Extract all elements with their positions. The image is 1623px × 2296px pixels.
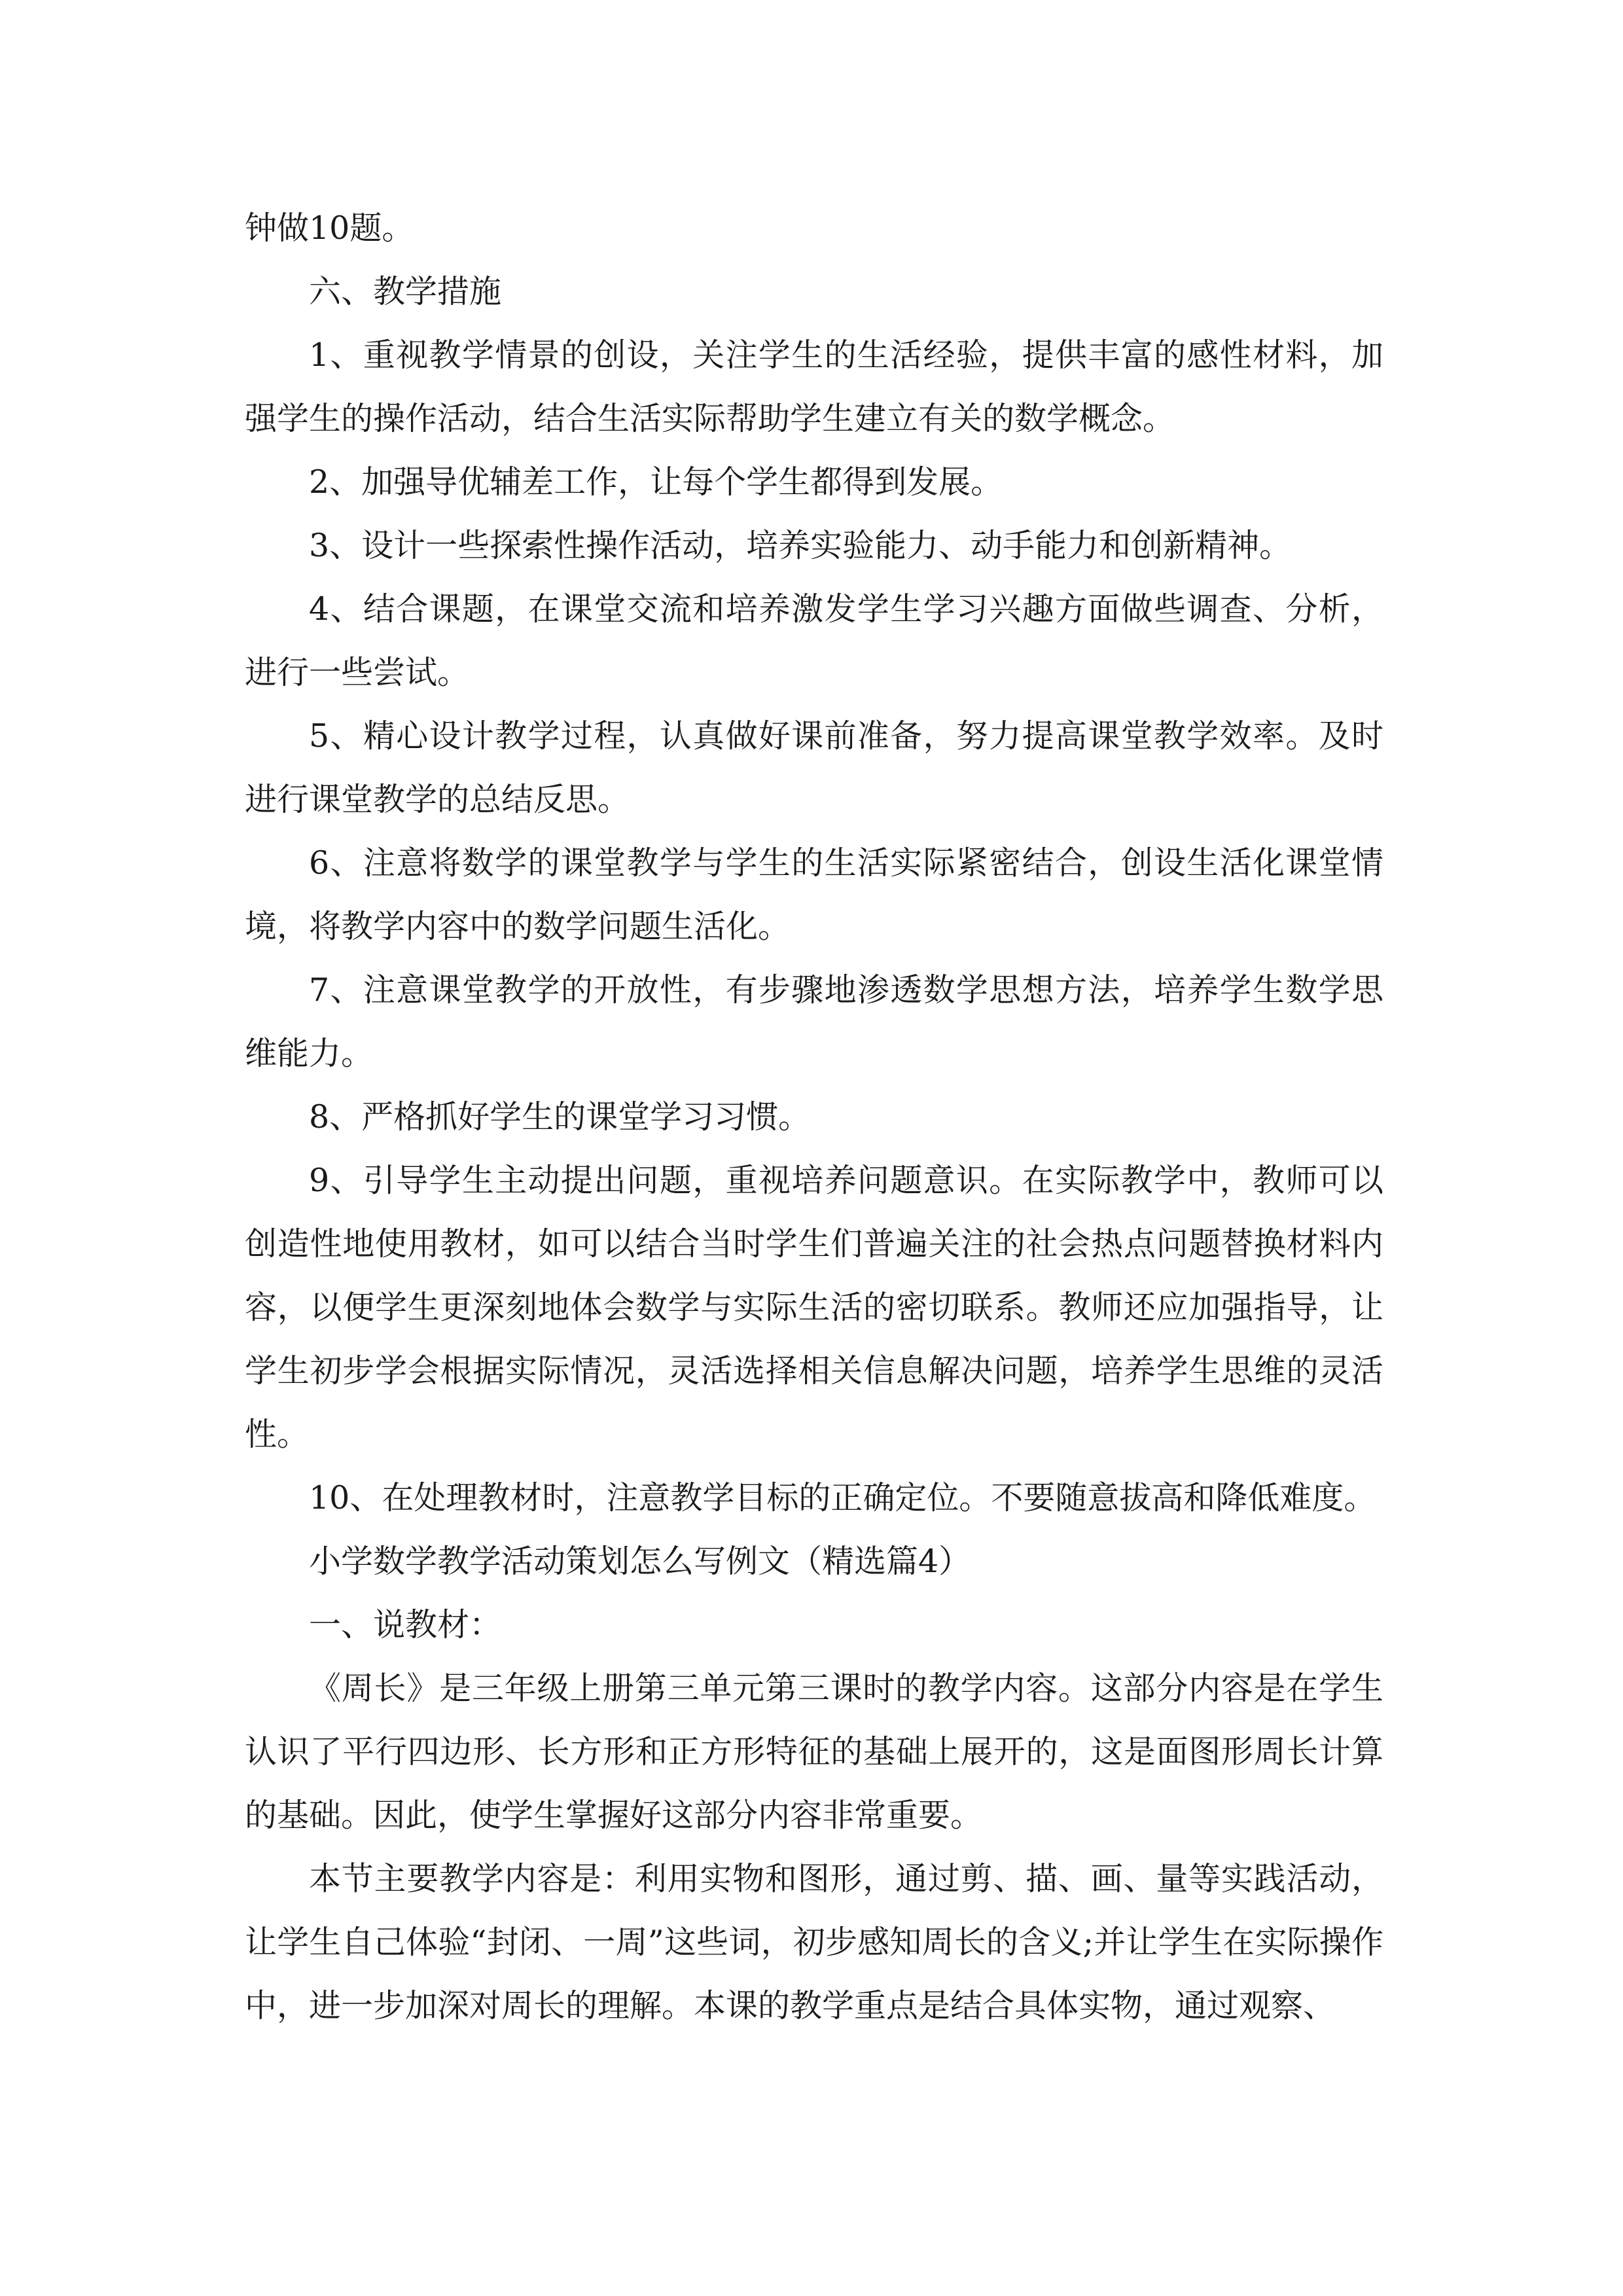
paragraph: 钟做10题。 [245,209,414,247]
document-body [245,196,1383,2037]
section-heading: 一、说教材： [309,1606,502,1643]
list-item: 7、注意课堂教学的开放性，有步骤地渗透数学思想方法，培养学生数学思维能力。 [245,971,1383,1072]
list-item: 6、注意将数学的课堂教学与学生的生活实际紧密结合，创设生活化课堂情境，将教学内容中的数学问题生活化。 [245,844,1383,945]
section-heading: 六、教学措施 [309,273,502,310]
list-item: 5、精心设计教学过程，认真做好课前准备，努力提高课堂教学效率。及时进行课堂教学的总结反思。 [245,717,1383,818]
list-item: 2、加强导优辅差工作，让每个学生都得到发展。 [309,463,1003,501]
article-title: 小学数学教学活动策划怎么写例文（精选篇4） [309,1543,971,1580]
paragraph: 本节主要教学内容是：利用实物和图形，通过剪、描、画、量等实践活动，让学生自己体验“封闭、一周”这些词，初步感知周长的含义;并让学生在实际操作中，进一步加深对周长的理解。本课的教学重点是结合具体实物，通过观察、 [245,1860,1383,2024]
list-item: 4、结合课题，在课堂交流和培养激发学生学习兴趣方面做些调查、分析，进行一些尝试。 [245,590,1383,691]
list-item: 8、严格抓好学生的课堂学习习惯。 [309,1098,811,1136]
list-item: 1、重视教学情景的创设，关注学生的生活经验，提供丰富的感性材料，加强学生的操作活动，结合生活实际帮助学生建立有关的数学概念。 [245,336,1383,437]
list-item: 3、设计一些探索性操作活动，培养实验能力、动手能力和创新精神。 [309,527,1292,564]
paragraph: 《周长》是三年级上册第三单元第三课时的教学内容。这部分内容是在学生认识了平行四边形、长方形和正方形特征的基础上展开的，这是面图形周长计算的基础。因此，使学生掌握好这部分内容非常重要。 [245,1670,1383,1834]
list-item: 10、在处理教材时，注意教学目标的正确定位。不要随意拔高和降低难度。 [309,1479,1376,1516]
list-item: 9、引导学生主动提出问题，重视培养问题意识。在实际教学中，教师可以创造性地使用教材，如可以结合当时学生们普遍关注的社会热点问题替换材料内容，以便学生更深刻地体会数学与实际生活的密切联系。教师还应加强指导，让学生初步学会根据实际情况，灵活选择相关信息解决问题，培养学生思维的灵活性。 [245,1162,1383,1453]
